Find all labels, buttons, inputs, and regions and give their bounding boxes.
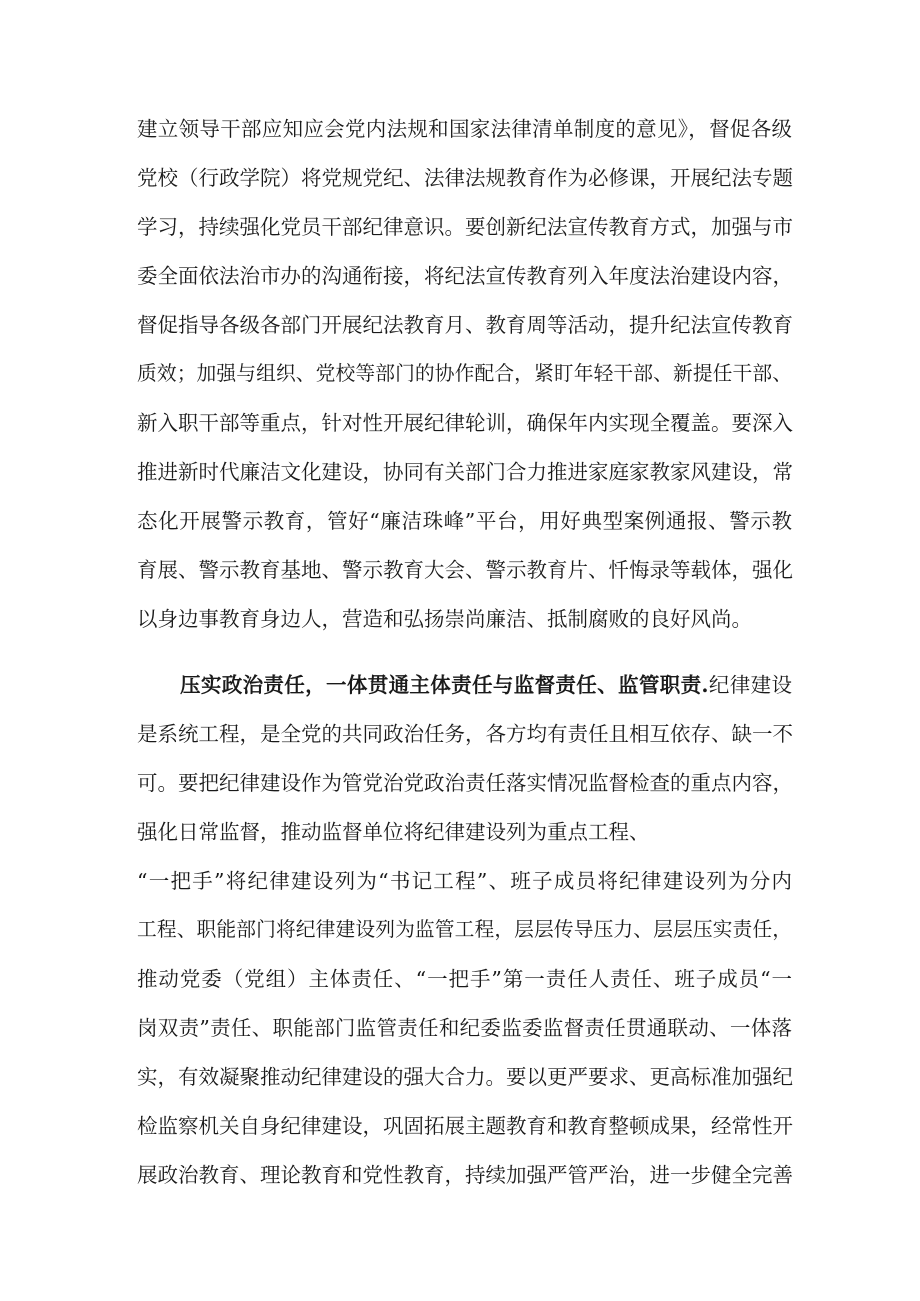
paragraph-1-line-2: 党校（行政学院）将党规党纪、法律法规教育作为必修课，开展纪法专题 — [137, 166, 793, 190]
paragraph-2-line-4: 强化日常监督，推动监督单位将纪律建设列为重点工程、 — [137, 820, 650, 844]
paragraph-2-line-11: 展政治教育、理论教育和党性教育，持续加强严管严治，进一步健全完善 — [137, 1163, 793, 1187]
paragraph-2-line-8: 岗双责”责任、职能部门监管责任和纪委监委监督责任贯通联动、一体落 — [137, 1016, 792, 1040]
paragraph-1-line-8: 推进新时代廉洁文化建设，协同有关部门合力推进家庭家教家风建设，常 — [137, 460, 793, 484]
paragraph-2-line-7: 推动党委（党组）主体责任、“一把手”第一责任人责任、班子成员“一 — [137, 967, 792, 991]
paragraph-2-line-6: 工程、职能部门将纪律建设列为监管工程，层层传导压力、层层压实责任， — [137, 918, 792, 941]
paragraph-2-line-5: “一把手”将纪律建设列为“书记工程”、班子成员将纪律建设列为分内 — [137, 869, 792, 893]
paragraph-2-heading: 压实政治责任，一体贯通主体责任与监督责任、监管职责. — [180, 673, 709, 697]
paragraph-1-line-10: 育展、警示教育基地、警示教育大会、警示教育片、忏悔录等载体，强化 — [137, 558, 793, 582]
paragraph-2-heading-rest: 纪律建设 — [708, 673, 793, 697]
paragraph-1-line-3: 学习，持续强化党员干部纪律意识。要创新纪法宣传教育方式，加强与市 — [137, 215, 793, 239]
paragraph-1-line-11: 以身边事教育身边人，营造和弘扬崇尚廉洁、抵制腐败的良好风尚。 — [137, 607, 752, 631]
paragraph-2-line-9: 实，有效凝聚推动纪律建设的强大合力。要以更严要求、更高标准加强纪 — [137, 1065, 793, 1089]
paragraph-2-line-2: 是系统工程，是全党的共同政治任务，各方均有责任且相互依存、缺一不 — [137, 722, 793, 746]
paragraph-2-line-10: 检监察机关自身纪律建设，巩固拓展主题教育和教育整顿成果，经常性开 — [137, 1114, 793, 1138]
paragraph-1-line-5: 督促指导各级各部门开展纪法教育月、教育周等活动，提升纪法宣传教育 — [137, 313, 793, 337]
paragraph-1-line-6: 质效；加强与组织、党校等部门的协作配合，紧盯年轻干部、新提任干部、 — [137, 362, 792, 385]
paragraph-1-line-1: 建立领导干部应知应会党内法规和国家法律清单制度的意见》，督促各级 — [137, 117, 792, 141]
paragraph-2-line-1 — [180, 670, 792, 700]
paragraph-2-line-3: 可。要把纪律建设作为管党治党政治责任落实情况监督检查的重点内容， — [137, 771, 793, 795]
paragraph-1-line-9: 态化开展警示教育，管好“廉洁珠峰”平台，用好典型案例通报、警示教 — [137, 509, 792, 533]
paragraph-1-line-4: 委全面依法治市办的沟通衔接，将纪法宣传教育列入年度法治建设内容， — [137, 264, 793, 288]
paragraph-1-line-7: 新入职干部等重点，针对性开展纪律轮训，确保年内实现全覆盖。要深入 — [137, 411, 793, 435]
